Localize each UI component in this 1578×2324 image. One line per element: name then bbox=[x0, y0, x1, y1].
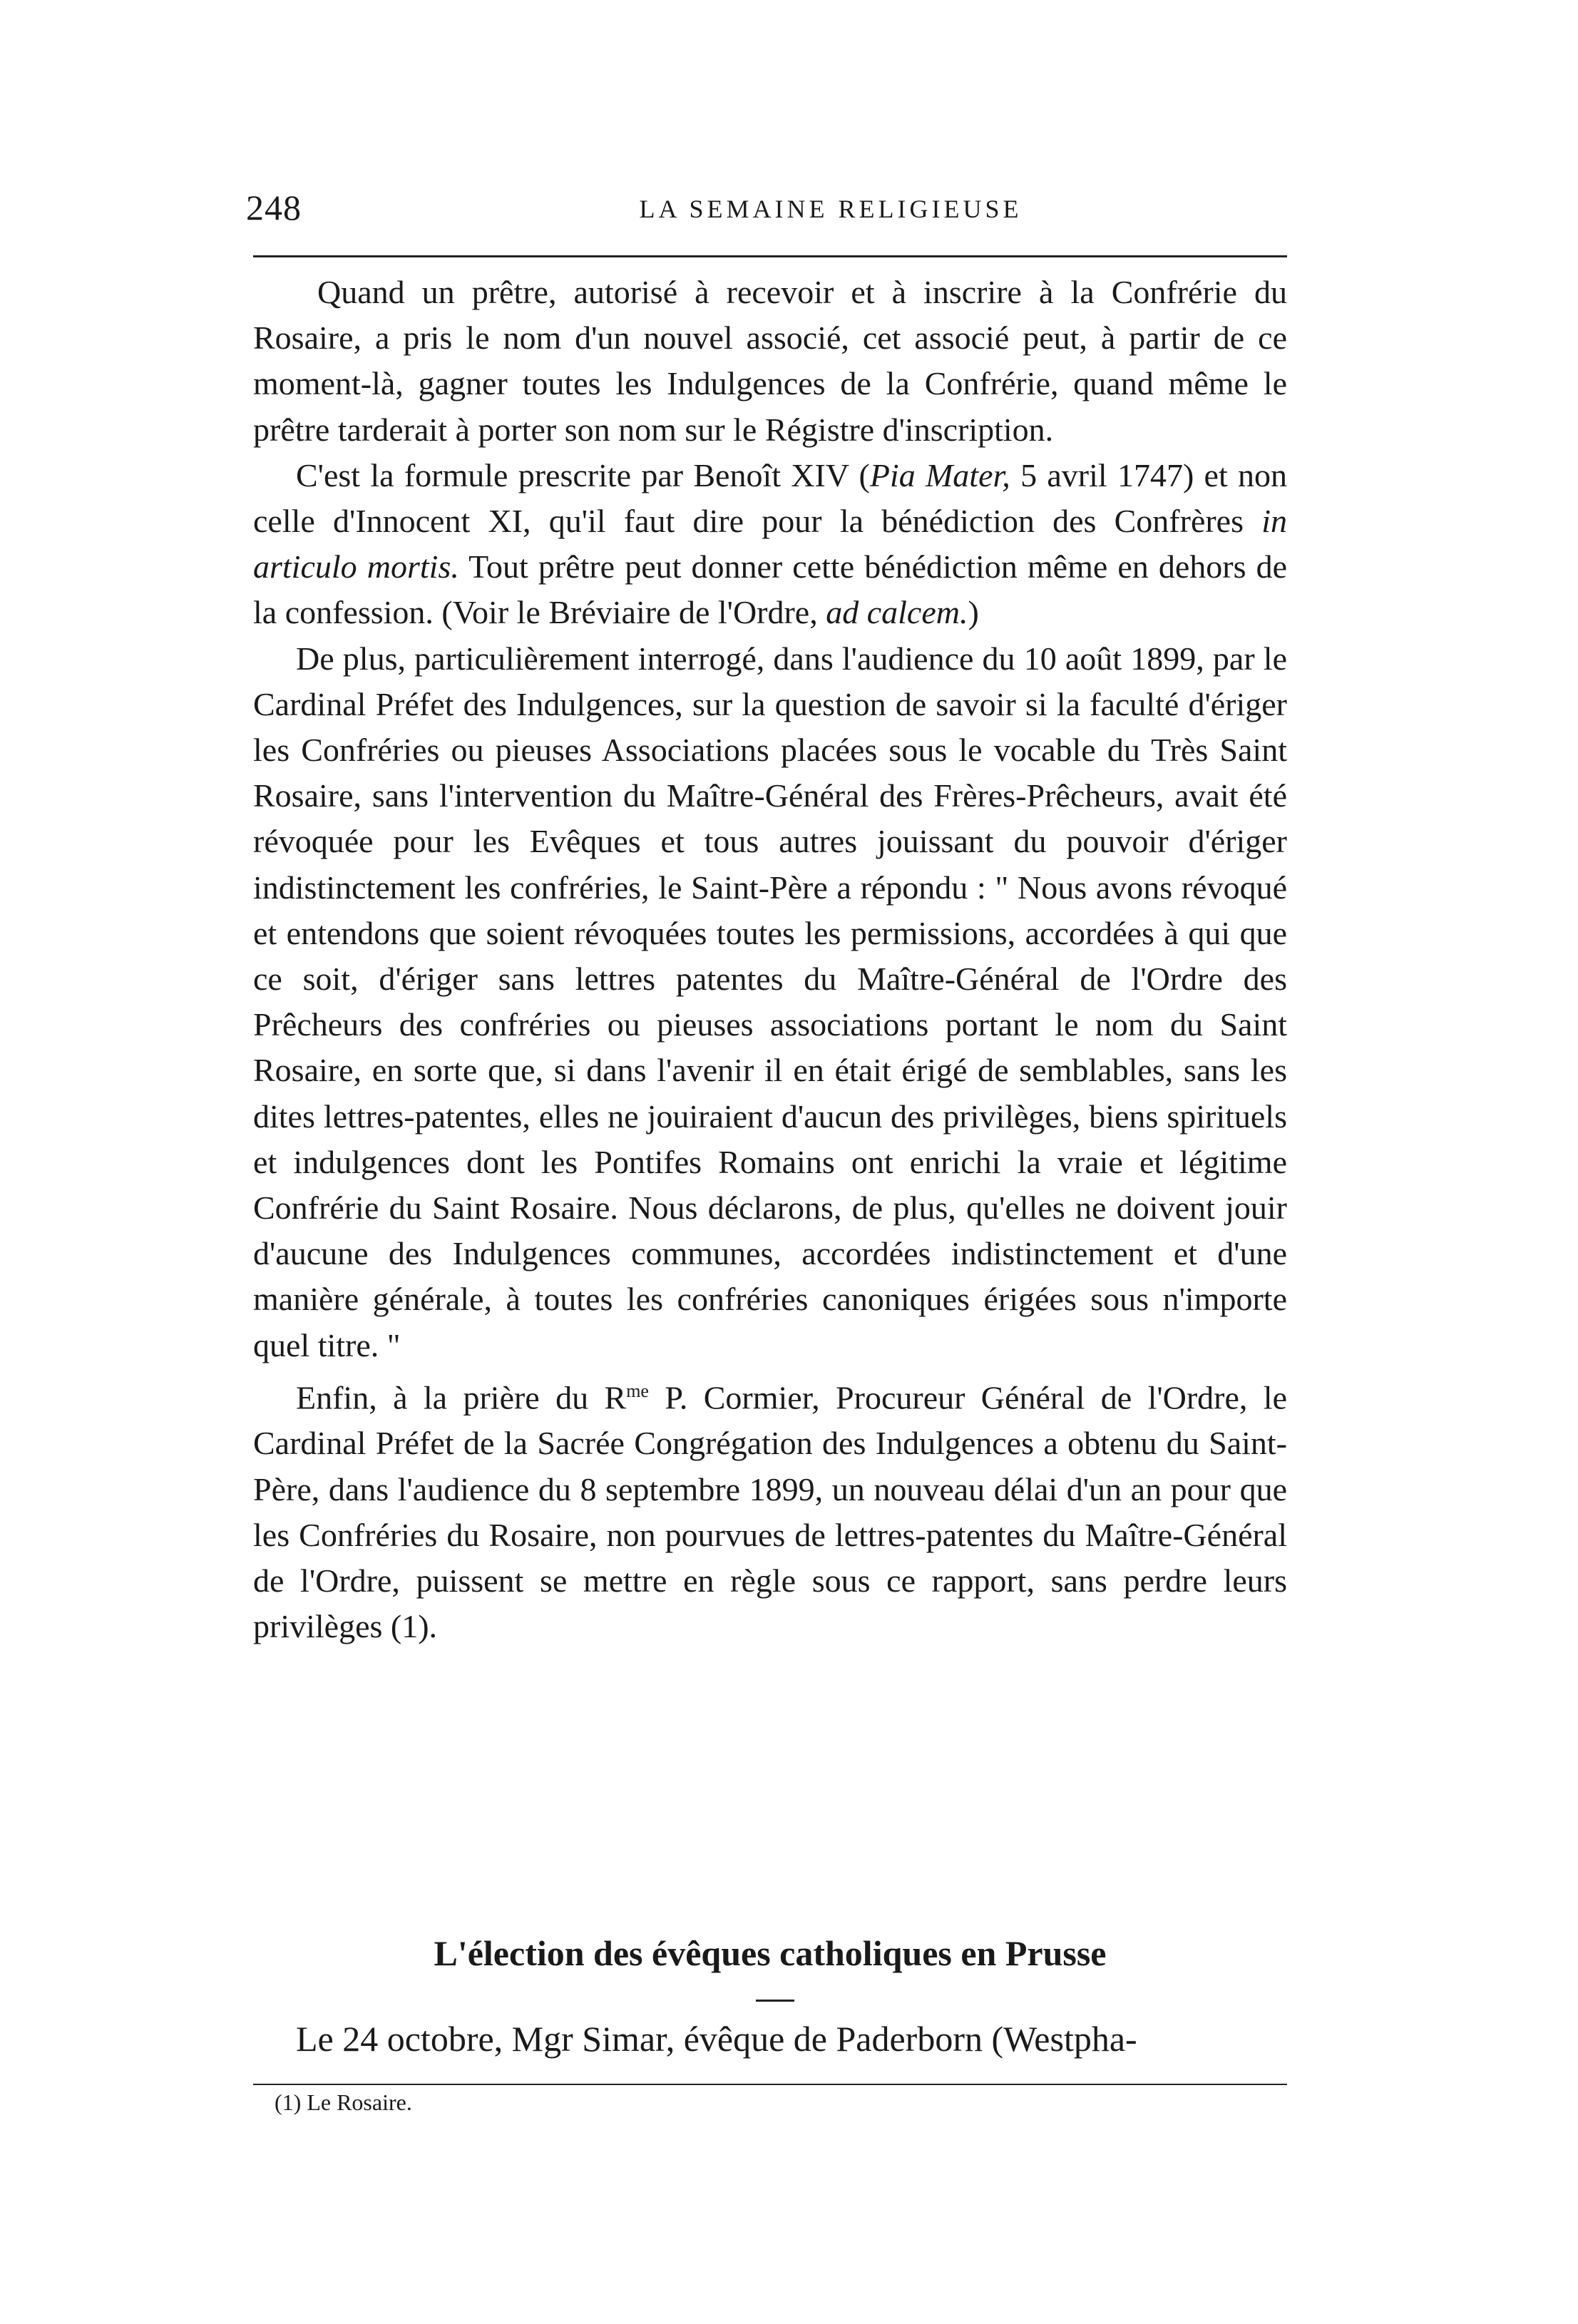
paragraph-2-text-b: 5 avril 1747) et non celle d'Innocent XI, qu'il faut dire pour la bénédiction des Confrères bbox=[253, 456, 1288, 540]
paragraph-2 bbox=[253, 453, 1287, 636]
paragraph-4 bbox=[253, 1368, 1287, 1650]
paragraph-2-text-a: C'est la formule prescrite par Benoît XIV ( bbox=[296, 456, 870, 493]
footnote-rule bbox=[253, 2084, 1287, 2085]
paragraph-2-text-d: ) bbox=[968, 594, 979, 631]
paragraph-4-text-a: Enfin, à la prière du R bbox=[296, 1379, 627, 1416]
paragraph-2-text-c: Tout prêtre peut donner cette bénédiction même en dehors de la confession. (Voir le Bréviaire de l'Ordre, bbox=[253, 548, 1287, 631]
paragraph-1: Quand un prêtre, autorisé à recevoir et à inscrire à la Confrérie du Rosaire, a pris le nom d'un nouvel associé, cet associé peut, à partir de ce moment-là, gagner toutes les Indulgences de la Confrérie, quand même le prêtre tarderait à porter son nom sur le Régistre d'inscription. bbox=[253, 274, 1287, 448]
continuation-line: Le 24 octobre, Mgr Simar, évêque de Paderborn (Westpha- bbox=[296, 2019, 1137, 2059]
running-title: LA SEMAINE RELIGIEUSE bbox=[639, 195, 1023, 223]
heading-rule bbox=[756, 2000, 794, 2002]
pia-mater-italic: Pia Mater, bbox=[869, 456, 1010, 493]
page-number: 248 bbox=[246, 188, 302, 227]
superscript-me: me bbox=[626, 1380, 649, 1401]
header-rule bbox=[253, 255, 1287, 257]
section-heading: L'élection des évêques catholiques en Prusse bbox=[434, 1933, 1107, 1973]
paragraph-4-text-b: P. Cormier, Procureur Général de l'Ordre, le Cardinal Préfet de la Sacrée Congrégation des Indulgences a obtenu du Saint-Père, dans l'audience du 8 septembre 1899, un nouveau délai d'un an pour que les Confréries du Rosaire, non pourvues de lettres-patentes du Maître-Général de l'Ordre, puissent se mettre en règle sous ce rapport, sans perdre leurs privilèges (1). bbox=[253, 1379, 1287, 1645]
footnote: (1) Le Rosaire. bbox=[275, 2089, 412, 2115]
in-articulo-mortis-italic: in articulo mortis. bbox=[253, 503, 1287, 585]
ad-calcem-italic: ad calcem. bbox=[826, 594, 968, 631]
body-text bbox=[253, 270, 1287, 1649]
paragraph-3: De plus, particulièrement interrogé, dans l'audience du 10 août 1899, par le Cardinal Préfet des Indulgences, sur la question de savoir si la faculté d'ériger les Confréries ou pieuses Associations placées sous le vocable du Très Saint Rosaire, sans l'intervention du Maître-Général des Frères-Prêcheurs, avait été révoquée pour les Evêques et tous autres jouissant du pouvoir d'ériger indistinctement les confréries, le Saint-Père a répondu : " Nous avons révoqué et entendons que soient révoquées toutes les permissions, accordées à qui que ce soit, d'ériger sans lettres patentes du Maître-Général de l'Ordre des Prêcheurs des confréries ou pieuses associations portant le nom du Saint Rosaire, en sorte que, si dans l'avenir il en était érigé de semblables, sans les dites lettres-patentes, elles ne jouiraient d'aucun des privilèges, biens spirituels et indulgences dont les Pontifes Romains ont enrichi la vraie et légitime Confrérie du Saint Rosaire. Nous déclarons, de plus, qu'elles ne doivent jouir d'aucune des Indulgences communes, accordées indistinctement et d'une manière générale, à toutes les confréries canoniques érigées sous n'importe quel titre. " bbox=[253, 640, 1287, 1363]
running-head bbox=[246, 187, 1287, 230]
